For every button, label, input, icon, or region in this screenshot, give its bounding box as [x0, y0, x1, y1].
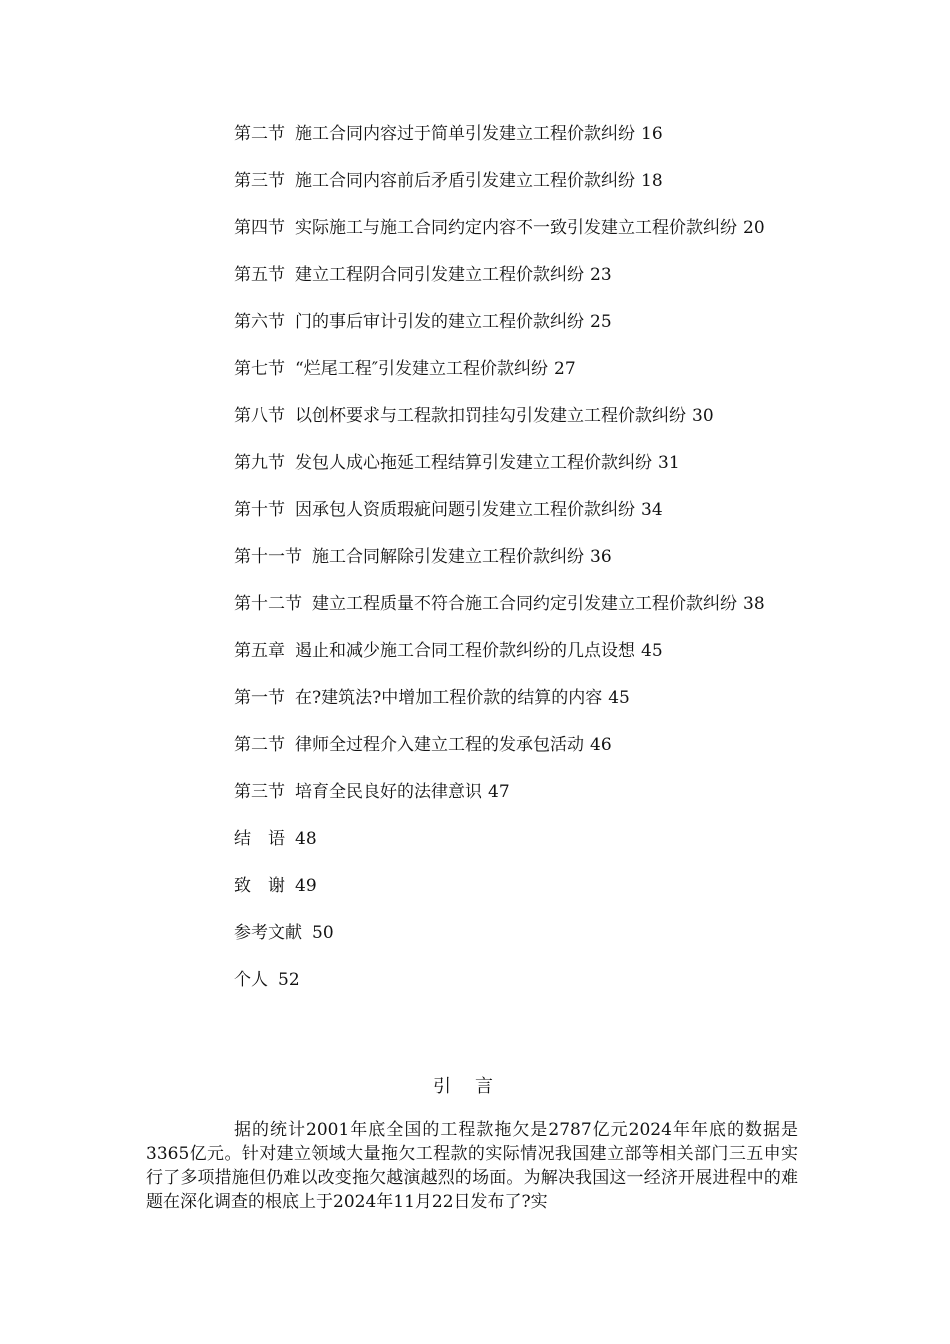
toc-entry	[146, 216, 806, 240]
toc-entry-number: 第十二节	[234, 594, 302, 614]
toc-entry	[146, 921, 806, 945]
toc-entry-title: 门的事后审计引发的建立工程价款纠纷	[295, 312, 584, 332]
toc-entry-title: 施工合同解除引发建立工程价款纠纷	[312, 547, 584, 567]
toc-entry-number: 第四节	[234, 218, 285, 238]
toc-entry	[146, 404, 806, 428]
toc-entry	[146, 122, 806, 146]
toc-entry-page: 34	[641, 500, 663, 520]
toc-entry	[146, 169, 806, 193]
toc-entry-page: 45	[641, 641, 663, 661]
toc-entry-page: 20	[743, 218, 765, 238]
toc-entry	[146, 545, 806, 569]
toc-entry-number: 第八节	[234, 406, 285, 426]
toc-entry-page: 52	[278, 970, 300, 990]
toc-entry-page: 48	[295, 829, 317, 849]
toc-entry-page: 36	[590, 547, 612, 567]
toc-entry-title: 培育全民良好的法律意识	[295, 782, 482, 802]
toc-entry-page: 45	[608, 688, 630, 708]
toc-entry-page: 18	[641, 171, 663, 191]
toc-entry-number: 第十节	[234, 500, 285, 520]
toc-entry-number: 第九节	[234, 453, 285, 473]
toc-entry	[146, 592, 806, 616]
toc-entry-page: 50	[312, 923, 334, 943]
toc-entry-title: 遏止和减少施工合同工程价款纠纷的几点设想	[295, 641, 635, 661]
toc-entry-number: 第五章	[234, 641, 285, 661]
toc-entry-title: 建立工程质量不符合施工合同约定引发建立工程价款纠纷	[312, 594, 737, 614]
toc-entry-title: 建立工程阴合同引发建立工程价款纠纷	[295, 265, 584, 285]
toc-entry	[146, 357, 806, 381]
toc-entry-page: 38	[743, 594, 765, 614]
toc-entry-title: 因承包人资质瑕疵问题引发建立工程价款纠纷	[295, 500, 635, 520]
table-of-contents	[146, 122, 806, 1015]
toc-entry-title: 以创杯要求与工程款扣罚挂勾引发建立工程价款纠纷	[295, 406, 686, 426]
toc-entry-number: 个人	[234, 970, 268, 990]
toc-entry-number: 第一节	[234, 688, 285, 708]
toc-entry-page: 49	[295, 876, 317, 896]
toc-entry	[146, 686, 806, 710]
toc-entry	[146, 263, 806, 287]
toc-entry	[146, 780, 806, 804]
toc-entry-number: 第三节	[234, 782, 285, 802]
toc-entry-title: 律师全过程介入建立工程的发承包活动	[295, 735, 584, 755]
toc-entry-title: 施工合同内容前后矛盾引发建立工程价款纠纷	[295, 171, 635, 191]
toc-entry-number: 第二节	[234, 124, 285, 144]
section-heading: 引言	[433, 1076, 517, 1097]
toc-entry-number: 致 谢	[234, 876, 285, 896]
toc-entry-page: 30	[692, 406, 714, 426]
toc-entry-title: 在?建筑法?中增加工程价款的结算的内容	[295, 688, 603, 708]
toc-entry-page: 16	[641, 124, 663, 144]
toc-entry	[146, 451, 806, 475]
toc-entry-number: 第六节	[234, 312, 285, 332]
toc-entry-page: 46	[590, 735, 612, 755]
toc-entry-page: 47	[488, 782, 510, 802]
toc-entry	[146, 827, 806, 851]
toc-entry	[146, 498, 806, 522]
toc-entry	[146, 968, 806, 992]
toc-entry	[146, 733, 806, 757]
toc-entry-page: 25	[590, 312, 612, 332]
toc-entry-number: 第二节	[234, 735, 285, 755]
toc-entry-title: “烂尾工程″引发建立工程价款纠纷	[295, 359, 549, 379]
toc-entry	[146, 310, 806, 334]
toc-entry-number: 第五节	[234, 265, 285, 285]
toc-entry-page: 31	[658, 453, 680, 473]
toc-entry-title: 施工合同内容过于简单引发建立工程价款纠纷	[295, 124, 635, 144]
toc-entry-number: 参考文献	[234, 923, 302, 943]
toc-entry-page: 23	[590, 265, 612, 285]
toc-entry-number: 第三节	[234, 171, 285, 191]
toc-entry-number: 第七节	[234, 359, 285, 379]
toc-entry-number: 结 语	[234, 829, 285, 849]
toc-entry-title: 实际施工与施工合同约定内容不一致引发建立工程价款纠纷	[295, 218, 737, 238]
toc-entry-number: 第十一节	[234, 547, 302, 567]
toc-entry-page: 27	[554, 359, 576, 379]
toc-entry	[146, 874, 806, 898]
toc-entry-title: 发包人成心拖延工程结算引发建立工程价款纠纷	[295, 453, 652, 473]
intro-paragraph: 据的统计2001年底全国的工程款拖欠是2787亿元2024年年底的数据是3365亿元。针对建立领域大量拖欠工程款的实际情况我国建立部等相关部门三五申实行了多项措施但仍难以改变拖欠越演越烈的场面。为解决我国这一经济开展进程中的难题在深化调查的根底上于2024年11月22日发布了?实	[146, 1120, 798, 1212]
toc-entry	[146, 639, 806, 663]
